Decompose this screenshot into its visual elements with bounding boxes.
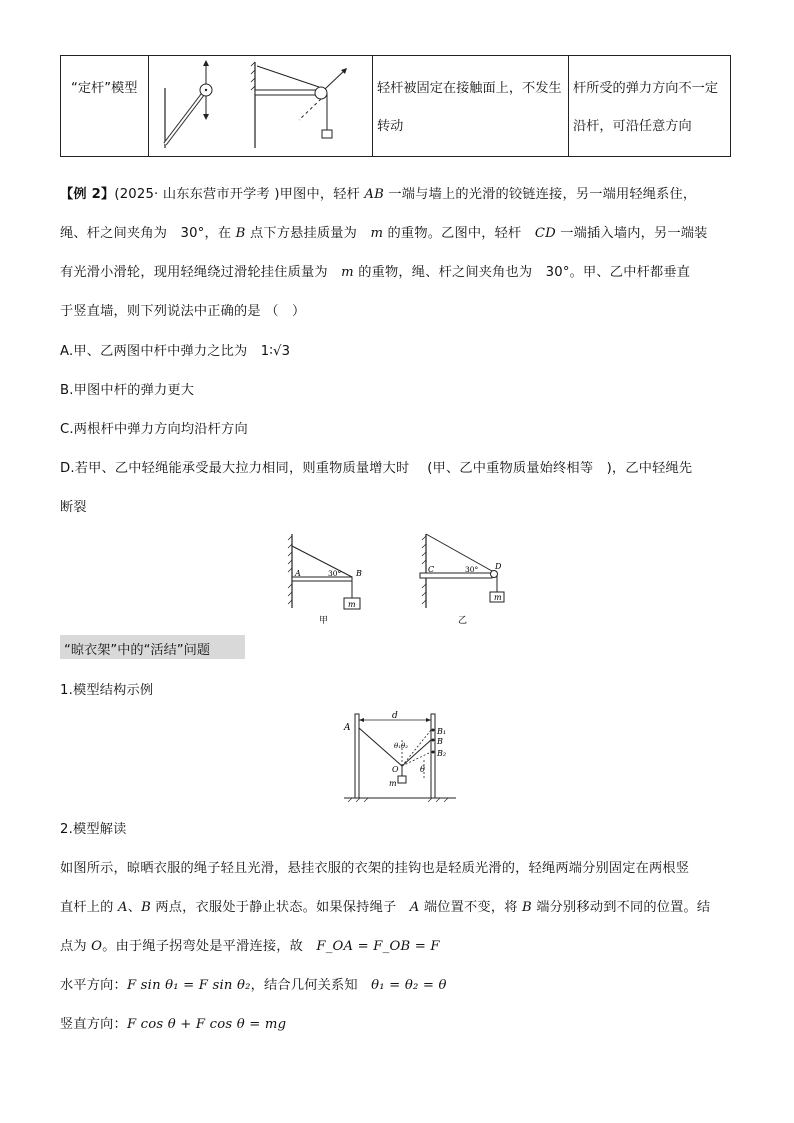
section-banner [60,635,245,659]
text-run: 有光滑小滑轮，现用轻绳绕过滑轮挂住质量为 [60,265,342,280]
equation-vertical: F cos θ + F cos θ = mg [126,1017,287,1032]
text-run: 竖直方向： [60,1017,127,1032]
var-A: A [409,900,420,915]
text-run: 一端插入墙内，另一端装 [555,226,708,241]
label-m: m [389,779,397,788]
explain-line3 [60,935,440,954]
example2-line4: 于竖直墙，则下列说法中正确的是 （ ） [60,304,306,319]
caption-jia: 甲 [319,616,329,626]
note2: 杆所受的弹力方向不一定沿杆，可沿任意方向 [573,81,719,134]
var-B: B [521,900,532,915]
text-run: 点为 [60,939,92,954]
diagram-cell [149,56,373,157]
label-theta12: θ₁θ₂ [394,742,409,750]
row-label-cell [61,56,149,157]
var-O: O [91,939,103,954]
var-m: m [370,226,384,241]
var-B: B [141,900,151,915]
example-tag: 【例 2】 [60,187,115,202]
var-B: B [235,226,246,241]
equation-horizontal: F sin θ₁ = F sin θ₂ [126,978,251,993]
option-b: B.甲图中杆的弹力更大 [60,383,195,398]
figure-yi [418,532,518,626]
label-B: B [356,569,362,578]
option-c: C.两根杆中弹力方向均沿杆方向 [60,422,248,437]
model-table [60,55,731,157]
explain-line1: 如图所示，晾晒衣服的绳子轻且光滑，悬挂衣服的衣架的挂钩也是轻质光滑的，轻绳两端分别固定在两根竖 [60,861,690,876]
explain-line2 [60,896,710,915]
fixed-rod-diagram [149,56,373,152]
equation-angles: θ₁ = θ₂ = θ [371,978,447,993]
mass-label: m [494,593,502,602]
text-run: 甲图中，轻杆 [279,187,365,202]
example2-line2 [60,222,708,241]
mass-label: m [348,600,356,609]
label-theta: θ [420,765,425,774]
label-d: d [392,711,398,721]
text-run: ，结合几何关系知 [250,978,372,993]
text-run: 的重物。乙图中，轻杆 [383,226,535,241]
figure-clothes-hanger [340,710,460,802]
text-run: 一端与墙上的光滑的铰链连接，另一端用轻绳系住， [384,187,697,202]
text-run: 直杆上的 [60,900,118,915]
text-run: 端位置不变，将 [419,900,522,915]
text-run: 、 [127,900,142,915]
var-CD: CD [534,226,556,241]
section-title: “晾衣架”中的“活结”问题 [64,643,211,658]
label-A: A [344,723,351,733]
equation-tension: F_OA = F_OB = F [316,939,440,954]
label-C: C [428,565,435,574]
text-run: 端分别移动到不同的位置。结 [531,900,711,915]
label-B: B [437,737,443,746]
var-A: A [117,900,128,915]
example2-line3 [60,261,690,280]
heading-structure: 1.模型结构示例 [60,683,154,698]
label-O: O [392,765,399,774]
text-run: 的重物，绳、杆之间夹角也为 30°。甲、乙中杆都垂直 [353,265,691,280]
text-run: 水平方向： [60,978,127,993]
label-B2: B₂ [437,749,447,758]
figure-jia [284,532,384,626]
angle-label: 30° [328,569,342,578]
text-run: 。由于绳子拐弯处是平滑连接，故 [102,939,317,954]
example-source: (2025· 山东东营市开学考 ) [114,187,280,202]
option-d-line2: 断裂 [60,500,87,515]
var-AB: AB [364,187,385,202]
option-a: A.甲、乙两图中杆中弹力之比为 1∶√3 [60,344,291,359]
var-m: m [341,265,354,280]
text-run: 点下方悬挂质量为 [245,226,371,241]
note1-cell [373,56,569,157]
caption-yi: 乙 [458,616,468,626]
option-d-line1: D.若甲、乙中轻绳能承受最大拉力相同，则重物质量增大时 (甲、乙中重物质量始终相等 )，乙中轻绳先 [60,461,693,476]
note2-cell [569,56,731,157]
note1: 轻杆被固定在接触面上，不发生转动 [377,81,562,134]
heading-interpretation: 2.模型解读 [60,822,127,837]
horizontal-equation-line [60,974,447,993]
text-run: 两点，衣服处于静止状态。如果保持绳子 [150,900,410,915]
text-run: 绳、杆之间夹角为 30°，在 [60,226,236,241]
vertical-equation-line [60,1013,286,1032]
row-label: “定杆”模型 [71,81,138,96]
example2-line1 [60,183,696,202]
label-A: A [295,569,301,578]
angle-label: 30° [465,565,479,574]
label-D: D [495,562,502,571]
label-B1: B₁ [437,727,447,736]
